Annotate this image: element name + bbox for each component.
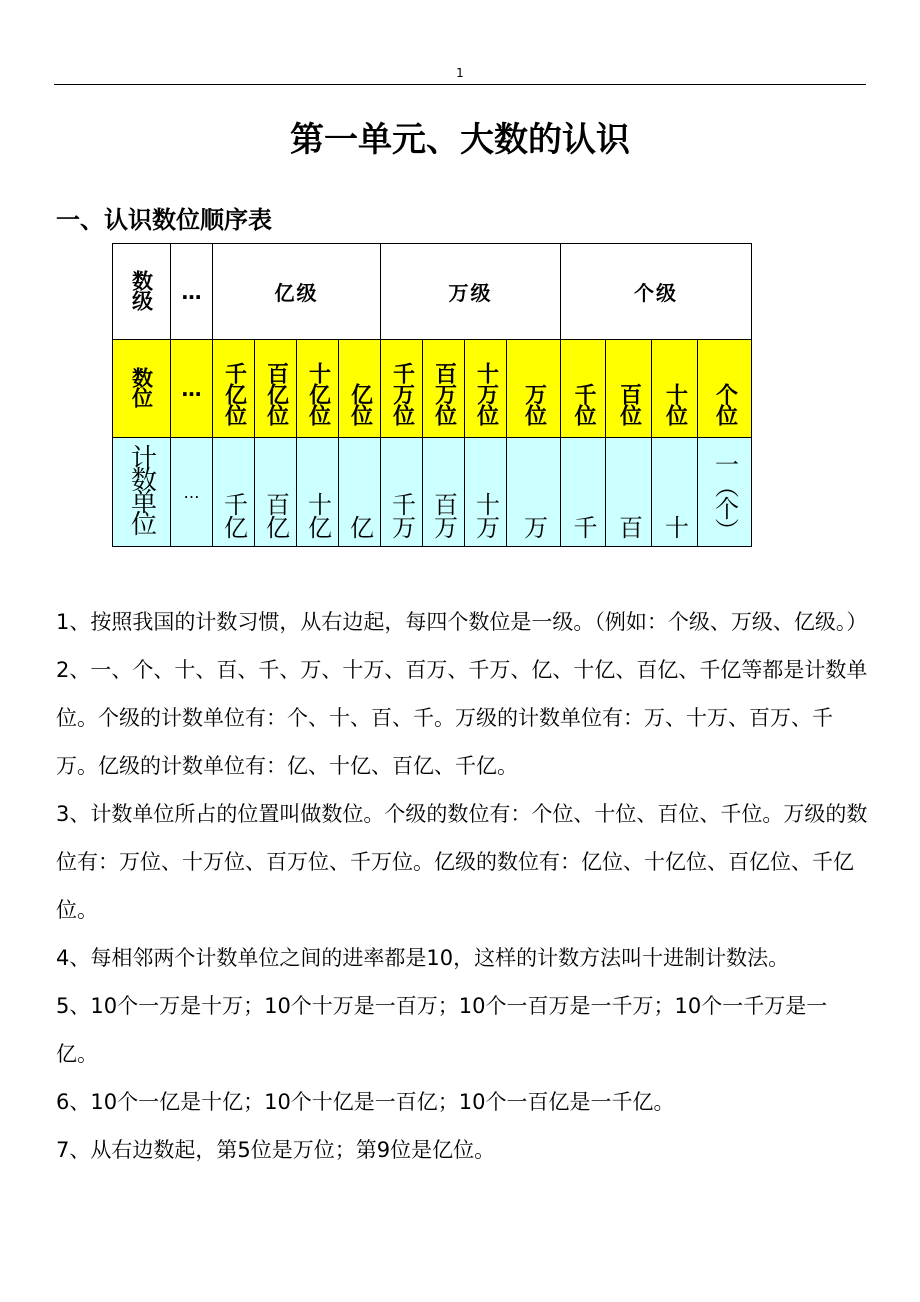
place-cell bbox=[381, 340, 423, 438]
unit-label: 千亿 bbox=[219, 492, 248, 538]
header-rule bbox=[54, 84, 866, 85]
place-label: 万位 bbox=[521, 383, 547, 425]
place-cell bbox=[297, 340, 339, 438]
place-label: 亿位 bbox=[347, 383, 373, 425]
place-header-label: 数位 bbox=[129, 366, 154, 407]
note-item: 5、10个一万是十万；10个十万是一百万；10个一百万是一千万；10个一千万是一亿。 bbox=[56, 994, 828, 1066]
table-row-units bbox=[113, 438, 752, 547]
unit-cell bbox=[297, 438, 339, 547]
unit-cell bbox=[213, 438, 255, 547]
unit-ellipsis: … bbox=[183, 483, 200, 502]
place-cell bbox=[255, 340, 297, 438]
place-label: 千万位 bbox=[389, 362, 415, 425]
note-item: 6、10个一亿是十亿；10个十亿是一百亿；10个一百亿是一千亿。 bbox=[56, 1090, 675, 1114]
place-cell bbox=[561, 340, 606, 438]
section-heading: 一、认识数位顺序表 bbox=[56, 206, 272, 234]
level-label-yi: 亿级 bbox=[274, 281, 319, 305]
unit-cell bbox=[698, 438, 752, 547]
place-label: 十万位 bbox=[473, 362, 499, 425]
place-cell bbox=[423, 340, 465, 438]
unit-cell bbox=[507, 438, 561, 547]
note-item: 7、从右边数起，第5位是万位；第9位是亿位。 bbox=[56, 1138, 496, 1162]
unit-cell bbox=[561, 438, 606, 547]
place-label: 百亿位 bbox=[263, 362, 289, 425]
unit-cell bbox=[339, 438, 381, 547]
place-ellipsis: … bbox=[181, 376, 202, 401]
unit-cell bbox=[255, 438, 297, 547]
unit-label: 十亿 bbox=[303, 492, 332, 538]
unit-header-label: 计数单位 bbox=[126, 444, 157, 532]
place-label: 百万位 bbox=[431, 362, 457, 425]
place-value-table bbox=[112, 243, 752, 547]
place-cell bbox=[465, 340, 507, 438]
place-ellipsis-cell bbox=[171, 340, 213, 438]
unit-label: 千万 bbox=[387, 492, 416, 538]
unit-label: 千 bbox=[569, 515, 597, 538]
level-ellipsis: … bbox=[181, 279, 202, 304]
unit-label: 一（个） bbox=[710, 452, 739, 540]
note-item: 3、计数单位所占的位置叫做数位。个级的数位有：个位、十位、百位、千位。万级的数位有：万位、十万位、百万位、千万位。亿级的数位有：亿位、十亿位、百亿位、千亿位。 bbox=[56, 802, 868, 922]
unit-label: 百 bbox=[614, 515, 643, 538]
place-cell bbox=[698, 340, 752, 438]
place-label: 十亿位 bbox=[305, 362, 331, 425]
unit-cell bbox=[465, 438, 507, 547]
table-row-levels bbox=[113, 244, 752, 340]
page-number: 1 bbox=[456, 66, 464, 80]
level-cell-ge bbox=[561, 244, 752, 340]
note-item: 2、一、个、十、百、千、万、十万、百万、千万、亿、十亿、百亿、千亿等都是计数单位。个级的计数单位有：个、十、百、千。万级的计数单位有：万、十万、百万、千万。亿级的计数单位有：亿、十亿、百亿、千亿。 bbox=[56, 658, 868, 778]
note-item: 4、每相邻两个计数单位之间的进率都是10，这样的计数方法叫十进制计数法。 bbox=[56, 946, 790, 970]
unit-label: 亿 bbox=[345, 515, 374, 538]
unit-label: 百万 bbox=[429, 492, 458, 538]
level-label-wan: 万级 bbox=[448, 281, 493, 305]
place-label: 个位 bbox=[712, 383, 738, 425]
place-cell bbox=[606, 340, 652, 438]
unit-cell bbox=[423, 438, 465, 547]
document-title: 第一单元、大数的认识 bbox=[290, 120, 630, 160]
notes-list bbox=[56, 598, 868, 1174]
table-row-places bbox=[113, 340, 752, 438]
unit-label: 万 bbox=[519, 515, 548, 538]
place-cell bbox=[507, 340, 561, 438]
unit-cell bbox=[606, 438, 652, 547]
unit-ellipsis-cell bbox=[171, 438, 213, 547]
unit-label: 百亿 bbox=[261, 492, 290, 538]
note-item: 1、按照我国的计数习惯，从右边起，每四个数位是一级。（例如：个级、万级、亿级。） bbox=[56, 610, 868, 634]
unit-label: 十 bbox=[660, 515, 689, 538]
level-header-label: 数级 bbox=[129, 269, 154, 310]
place-cell bbox=[339, 340, 381, 438]
level-cell-wan bbox=[381, 244, 561, 340]
unit-cell bbox=[652, 438, 698, 547]
level-cell-yi bbox=[213, 244, 381, 340]
unit-cell bbox=[381, 438, 423, 547]
place-label: 百位 bbox=[616, 383, 642, 425]
level-label-ge: 个级 bbox=[634, 281, 678, 305]
place-header-cell bbox=[113, 340, 171, 438]
place-label: 十位 bbox=[662, 383, 688, 425]
unit-label: 十万 bbox=[471, 492, 500, 538]
place-cell bbox=[652, 340, 698, 438]
place-label: 千位 bbox=[571, 383, 596, 425]
place-label: 千亿位 bbox=[221, 362, 247, 425]
place-cell bbox=[213, 340, 255, 438]
level-ellipsis-cell bbox=[171, 244, 213, 340]
unit-header-cell bbox=[113, 438, 171, 547]
level-header-cell bbox=[113, 244, 171, 340]
